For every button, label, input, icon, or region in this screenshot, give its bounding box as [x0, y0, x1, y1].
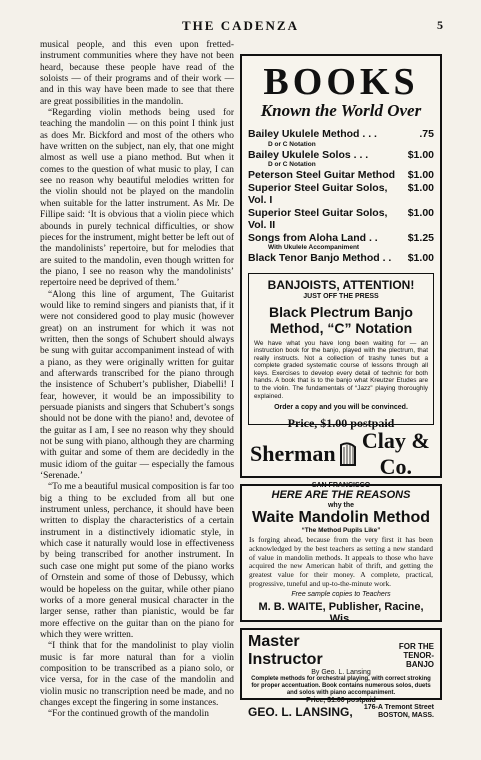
- books-subtitle: Known the World Over: [260, 101, 422, 120]
- price-list-item: Bailey Ukulele Solos . . . $1.00: [248, 148, 434, 161]
- article-paragraph: musical people, and this even upon fretted-instrument communities where they have not been heard, because these people have read of the soloists — of their programs and of their work — and in this way have been made to see that there are great possibilities in the mandolin.: [40, 40, 234, 107]
- notation-note: D or C Notation: [268, 140, 316, 148]
- waite-heading: HERE ARE THE REASONS: [271, 489, 411, 501]
- waite-free-samples: Free sample copies to Teachers: [291, 590, 391, 598]
- waite-why: why the: [327, 502, 355, 509]
- page-number: 5: [437, 18, 443, 32]
- banjo-description: We have what you have long been waiting for — an instruction book for the banjo, played with the plectrum, that really instructs. Not a collection of trashy tunes but a complete graded systematic course of lessons through all keys. Exercises to develop every detail of technic for both hands. A book that is to the banjo what Kreutzer Etudes are to the violin. The fundamentals of “Jazz” playing thoroughly explained.: [254, 339, 428, 400]
- article-paragraph: “Along this line of argument, The Guitarist would like to remind singers and pianists that, if it were not considered good to play music (however great) on an instrument for which it was not written, then the songs of Schubert should always be sung with guitar accompaniment instead of with a piano, as they were originally written for guitar and afterwards transcribed for the piano through the insistence of Schubert’s publisher, Diabelli! I fear, however, it would be an impossibility to persuade pianists and singers that Schubert’s songs should not be done with the piano! and, devotee of the guitar as I am, I see no reason why they should not be sung with piano, although they are charming with guitar and some of them are decidedly in the music idiom of the guitar — especially the famous ‘Serenade.’: [40, 289, 234, 482]
- master-instrument: TENOR-BANJO: [403, 651, 434, 669]
- publisher-logo: [250, 428, 432, 489]
- master-author: By Geo. L. Lansing: [311, 669, 371, 676]
- waite-description: Is forging ahead, because from the very first it has been acknowledged by the best teachers as setting a new standard of value in mandolin methods. It appeals to those who have acquired the new American habit of thrift, and getting the greatest value for their money. A complete, practical, progressive, tuneful and up-to-the-minute work.: [249, 535, 433, 588]
- master-price: Price, $1.00 postpaid: [306, 697, 376, 704]
- master-address-city: BOSTON, MASS.: [378, 712, 434, 719]
- banjo-subheading: JUST OFF THE PRESS: [303, 292, 379, 300]
- price-list-item: Superior Steel Guitar Solos, Vol. II $1.00: [248, 206, 434, 231]
- article-paragraph: “I think that for the mandolinist to play violin music is far more natural than for a violin composition to be transcribed as a piano solo, or vice versa, for in the case of the mandolin and violin music no transcription need be made, and no changes except the fingering in some instances.: [40, 641, 234, 708]
- books-advertisement: [240, 54, 442, 489]
- harp-icon: [338, 441, 358, 467]
- master-address-street: 176-A Tremont Street: [363, 704, 434, 711]
- article-paragraph: “Regarding violin methods being used for teaching the mandolin — on this point I think just as does Mr. Bickford and most of the others who have written on the subject, nan ely, that one might almost as well use a piano method. But when it comes to the question of what music to play, I can see no reason why beautiful melodies written for the violin should not be played on the mandolin when suitable for the latter instrument. As Mr. De Fillipe said: ‘It is obvious that a violin piece which abounds in purely technical difficulties, or show pieces for the instrument, might better be left out of the mandolinists’ repertoire, but for melodies that are suited to the mandolin, even though written for the piano, I see no reason why the mandolinists’ repertoire need be deprived of them.’: [40, 108, 234, 289]
- waite-title: Waite Mandolin Method: [251, 509, 431, 526]
- price-list-item: Peterson Steel Guitar Method $1.00: [248, 169, 434, 181]
- banjo-title: Black Plectrum Banjo Method, “C” Notation: [269, 303, 413, 336]
- waite-publisher: M. B. WAITE, Publisher, Racine, Wis.: [258, 600, 424, 625]
- article-column: [40, 40, 234, 721]
- banjo-order: Order a copy and you will be convinced.: [274, 404, 408, 412]
- waite-tagline: “The Method Pupils Like”: [301, 527, 381, 534]
- page-header: [0, 18, 481, 36]
- publisher-city: SAN FRANCISCO: [311, 482, 371, 489]
- books-title: BOOKS: [263, 61, 419, 103]
- price-list-item: Bailey Ukulele Method . . . .75: [248, 128, 434, 140]
- article-paragraph: “To me a beautiful musical composition is far too big a thing to be excluded from all but one instrument unless, perchance, it should have been written to display the characteristics of a certain instrument in a distinctively idiomatic style, in which case it naturally would lose in effectiveness by being transcribed for another instrument. In such case one might put some of the piano works of Ornstein and some of those of Debussy, which would be hopeless on the guitar, while other piano works of a more general musical character in the larger sense, rather than pianistic, would be far more effective on the guitar than on the piano for which they were written.: [40, 482, 234, 640]
- ads-column: [240, 54, 442, 719]
- master-instructor-advertisement: [240, 628, 442, 719]
- price-list-item: Black Tenor Banjo Method . . $1.00: [248, 252, 434, 264]
- price-list: [242, 128, 440, 265]
- publisher-name-right: Clay & Co.: [361, 428, 430, 479]
- banjo-method-box: [248, 273, 434, 431]
- publisher-name-left: Sherman: [250, 441, 336, 466]
- banjo-price: Price, $1.00 postpaid: [287, 416, 395, 431]
- price-list-item: Superior Steel Guitar Solos, Vol. I $1.00: [248, 181, 434, 206]
- notation-note: D or C Notation: [268, 161, 316, 168]
- banjo-heading: BANJOISTS, ATTENTION!: [267, 277, 415, 292]
- master-description: Complete methods for orchestral playing, with correct stroking for proper accentuation. Book contains numerous solos, duets and solos with piano accompaniment.: [251, 676, 431, 696]
- master-title: Master Instructor: [248, 633, 323, 668]
- price-list-item: Songs from Aloha Land . . $1.25: [248, 231, 434, 244]
- waite-advertisement: [240, 484, 442, 625]
- accompaniment-note: With Ukulele Accompaniment: [268, 244, 360, 251]
- article-paragraph: “For the continued growth of the mandolin: [48, 709, 209, 720]
- master-seller: GEO. L. LANSING,: [248, 705, 353, 719]
- magazine-title: THE CADENZA: [182, 18, 299, 33]
- master-for-line: FOR THE: [398, 642, 434, 651]
